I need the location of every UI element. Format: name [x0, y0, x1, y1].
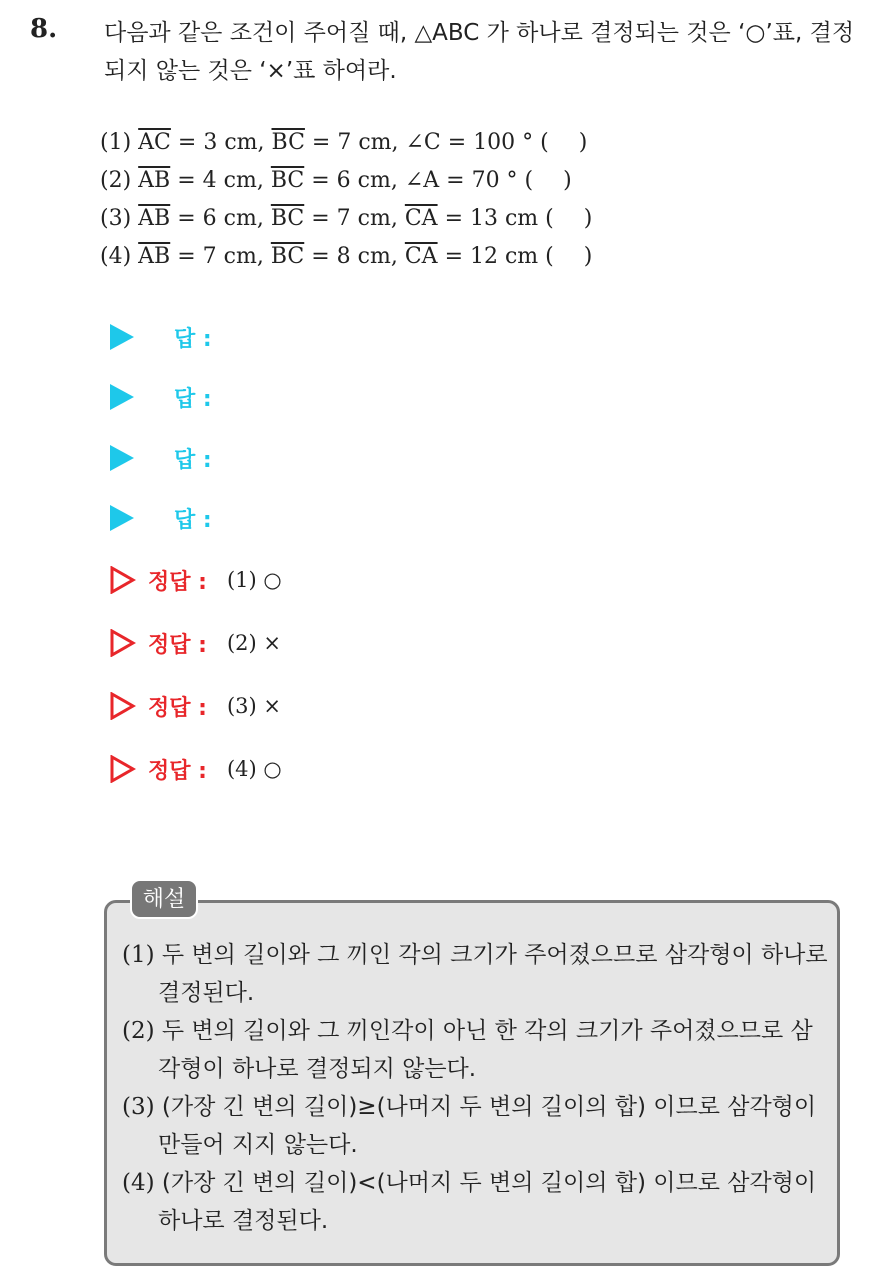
answer-row-3[interactable]	[110, 441, 212, 475]
outline-arrow-icon	[110, 755, 136, 783]
explanation-number: (3)	[122, 1094, 155, 1120]
answer-row-2[interactable]	[110, 380, 212, 414]
answer-key-label: 정답 :	[148, 569, 207, 595]
condition-text: = 6 cm,	[170, 206, 271, 231]
answer-label: 답 :	[174, 326, 212, 352]
condition-text: = 8 cm,	[304, 244, 405, 269]
answer-key-value: (3) ×	[226, 694, 281, 718]
answer-row-1[interactable]	[110, 320, 212, 354]
segment-label: $\overline{BC}$	[271, 130, 305, 155]
play-arrow-icon	[110, 324, 134, 350]
explanation-text: (가장 긴 변의 길이)≥(나머지 두 변의 길이의 합) 이므로 삼각형이 만들어 지지 않는다.	[158, 1094, 817, 1158]
explanation-tab: 해설	[130, 879, 198, 919]
explanation-text: 두 변의 길이와 그 끼인 각의 크기가 주어졌으므로 삼각형이 하나로 결정된다.	[158, 942, 828, 1006]
condition-close: )	[583, 244, 593, 269]
outline-arrow-icon	[110, 692, 136, 720]
answer-key-value: (4) ○	[226, 757, 282, 781]
condition-3	[100, 200, 592, 238]
outline-arrow-icon	[110, 629, 136, 657]
answer-key-value: (2) ×	[226, 631, 281, 655]
answer-label: 답 :	[174, 507, 212, 533]
answer-key-label: 정답 :	[148, 632, 207, 658]
segment-label: $\overline{AC}$	[138, 130, 171, 155]
segment-label: $\overline{BC}$	[270, 244, 305, 269]
play-arrow-icon	[110, 445, 134, 471]
explanation-number: (4)	[122, 1170, 155, 1196]
answer-key-row-1	[110, 563, 282, 597]
segment-label: $\overline{AB}$	[138, 244, 171, 269]
conditions-list	[100, 124, 592, 276]
play-arrow-icon	[110, 384, 134, 410]
answer-key-row-2	[110, 626, 281, 660]
condition-number: (2)	[100, 168, 132, 193]
explanation-item-4	[122, 1164, 832, 1240]
condition-text: = 7 cm,	[304, 206, 405, 231]
answer-key-label: 정답 :	[148, 695, 207, 721]
segment-label: $\overline{CA}$	[404, 244, 438, 269]
question-text: 다음과 같은 조건이 주어질 때, △ABC 가 하나로 결정되는 것은 ‘○’표, 결정되지 않는 것은 ‘×’표 하여라.	[104, 20, 855, 84]
explanation-text: (가장 긴 변의 길이)<(나머지 두 변의 길이의 합) 이므로 삼각형이 하나로 결정된다.	[158, 1170, 817, 1234]
answer-label: 답 :	[174, 447, 212, 473]
explanation-text: 두 변의 길이와 그 끼인각이 아닌 한 각의 크기가 주어졌으므로 삼각형이 하나로 결정되지 않는다.	[158, 1018, 813, 1082]
segment-label: $\overline{BC}$	[270, 206, 305, 231]
explanation-item-3	[122, 1088, 832, 1164]
answer-key-value: (1) ○	[226, 568, 282, 592]
condition-4	[100, 238, 592, 276]
condition-1	[100, 124, 592, 162]
explanation-item-1	[122, 936, 832, 1012]
explanation-number: (2)	[122, 1018, 155, 1044]
condition-text: = 6 cm, ∠A = 70 ° (	[304, 168, 534, 193]
segment-label: $\overline{AB}$	[138, 206, 171, 231]
explanation-item-2	[122, 1012, 832, 1088]
explanation-body	[122, 936, 832, 1240]
condition-number: (1)	[100, 130, 132, 155]
answer-key-label: 정답 :	[148, 758, 207, 784]
condition-close: )	[563, 168, 572, 193]
condition-text: = 4 cm,	[170, 168, 271, 193]
condition-close: )	[578, 130, 588, 155]
condition-text: = 3 cm,	[170, 130, 272, 155]
play-arrow-icon	[110, 505, 134, 531]
condition-2	[100, 162, 592, 200]
segment-label: $\overline{AB}$	[138, 168, 171, 193]
segment-label: $\overline{BC}$	[270, 168, 305, 193]
question-number: 8.	[30, 14, 58, 44]
answer-key-row-4	[110, 752, 282, 786]
condition-number: (4)	[100, 244, 132, 269]
condition-close: )	[583, 206, 593, 231]
condition-text: = 7 cm,	[170, 244, 271, 269]
segment-label: $\overline{CA}$	[404, 206, 438, 231]
condition-text: = 7 cm, ∠C = 100 ° (	[304, 130, 549, 155]
answer-label: 답 :	[174, 386, 212, 412]
outline-arrow-icon	[110, 566, 136, 594]
answer-row-4[interactable]	[110, 501, 212, 535]
answer-key-row-3	[110, 689, 281, 723]
condition-text: = 13 cm (	[437, 206, 554, 231]
condition-text: = 12 cm (	[437, 244, 554, 269]
explanation-number: (1)	[122, 942, 155, 968]
condition-number: (3)	[100, 206, 132, 231]
